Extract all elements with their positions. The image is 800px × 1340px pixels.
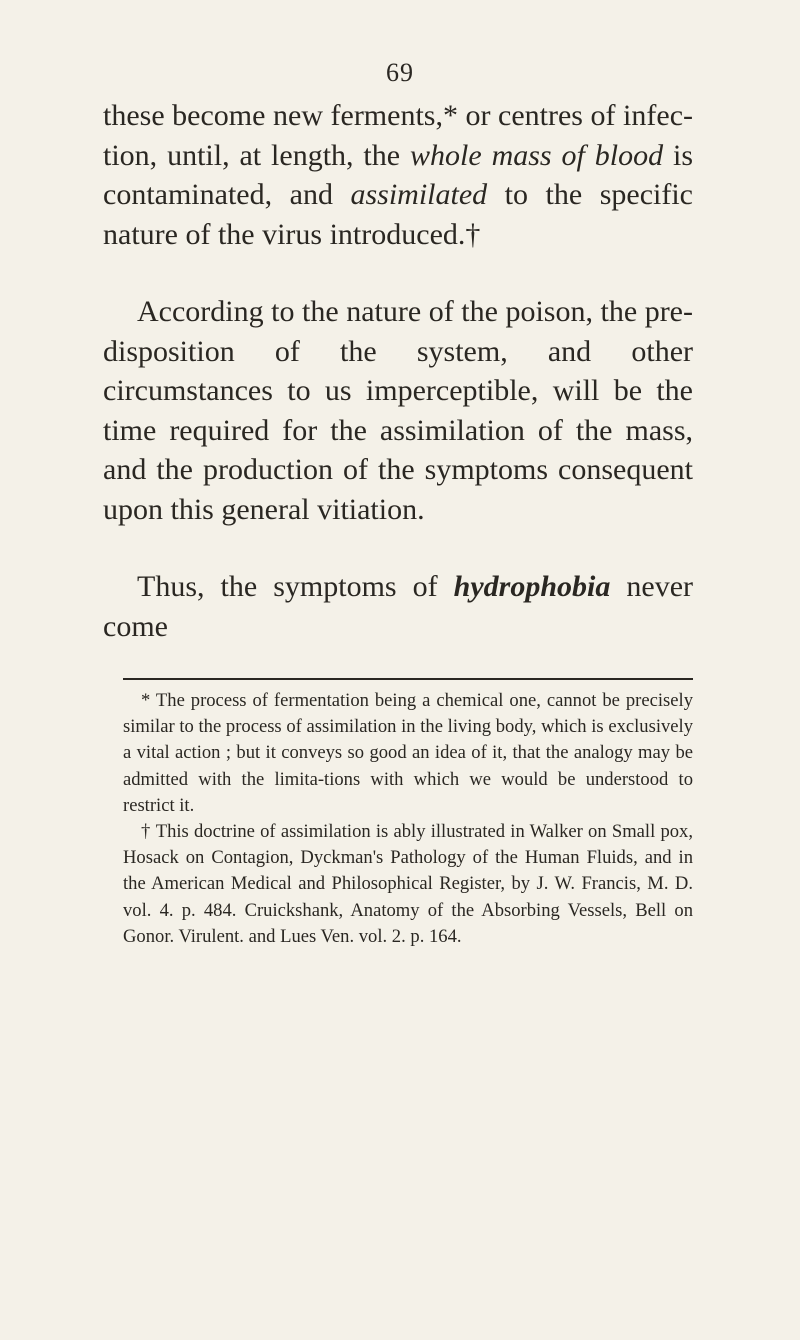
p1-text-a: these become new ferments,* or centres of infec-tion, until, at length, the bbox=[103, 99, 693, 172]
footnote-2: † This doctrine of assimilation is ably illustrated in Walker on Small pox, Hosack on Contagion, Dyckman's Pathology of the Human Fluids, and in the American Medical and Philosophical Register, by J. W. Francis, M. D. vol. 4. p. 484. Cruickshank, Anatomy of the Absorbing Vessels, Bell on Gonor. Virulent. and Lues Ven. vol. 2. p. 164. bbox=[123, 821, 693, 947]
p1-text-c: to the specific nature of the virus introduced.† bbox=[103, 178, 693, 251]
paragraph-1 bbox=[103, 96, 693, 254]
paragraph-3 bbox=[103, 567, 693, 646]
p1-italic-b: assimilated bbox=[350, 178, 488, 211]
main-text bbox=[103, 96, 693, 646]
page-number: 69 bbox=[386, 58, 414, 87]
paragraph-2: According to the nature of the poison, the pre-disposition of the system, and other circumstances to us imperceptible, will be the time required for the assimilation of the mass, and the production of the symptoms consequent upon this general vitiation. bbox=[103, 295, 693, 526]
p1-text-b: is contaminated, and bbox=[103, 138, 693, 211]
p3-text-b: never come bbox=[103, 570, 693, 643]
p3-text-a: Thus, the symptoms of bbox=[137, 570, 454, 603]
footnotes bbox=[123, 688, 693, 950]
footnote-divider bbox=[123, 678, 693, 680]
footnote-1: * The process of fermentation being a chemical one, cannot be precisely similar to the process of assimilation in the living body, which is exclusively a vital action ; but it conveys so good an idea of it, that the analogy may be admitted with the limita-tions with which we would be understood to restrict it. bbox=[123, 690, 693, 816]
p3-italic: hydrophobia bbox=[453, 570, 611, 603]
p1-italic-a: whole mass of blood bbox=[410, 138, 664, 172]
